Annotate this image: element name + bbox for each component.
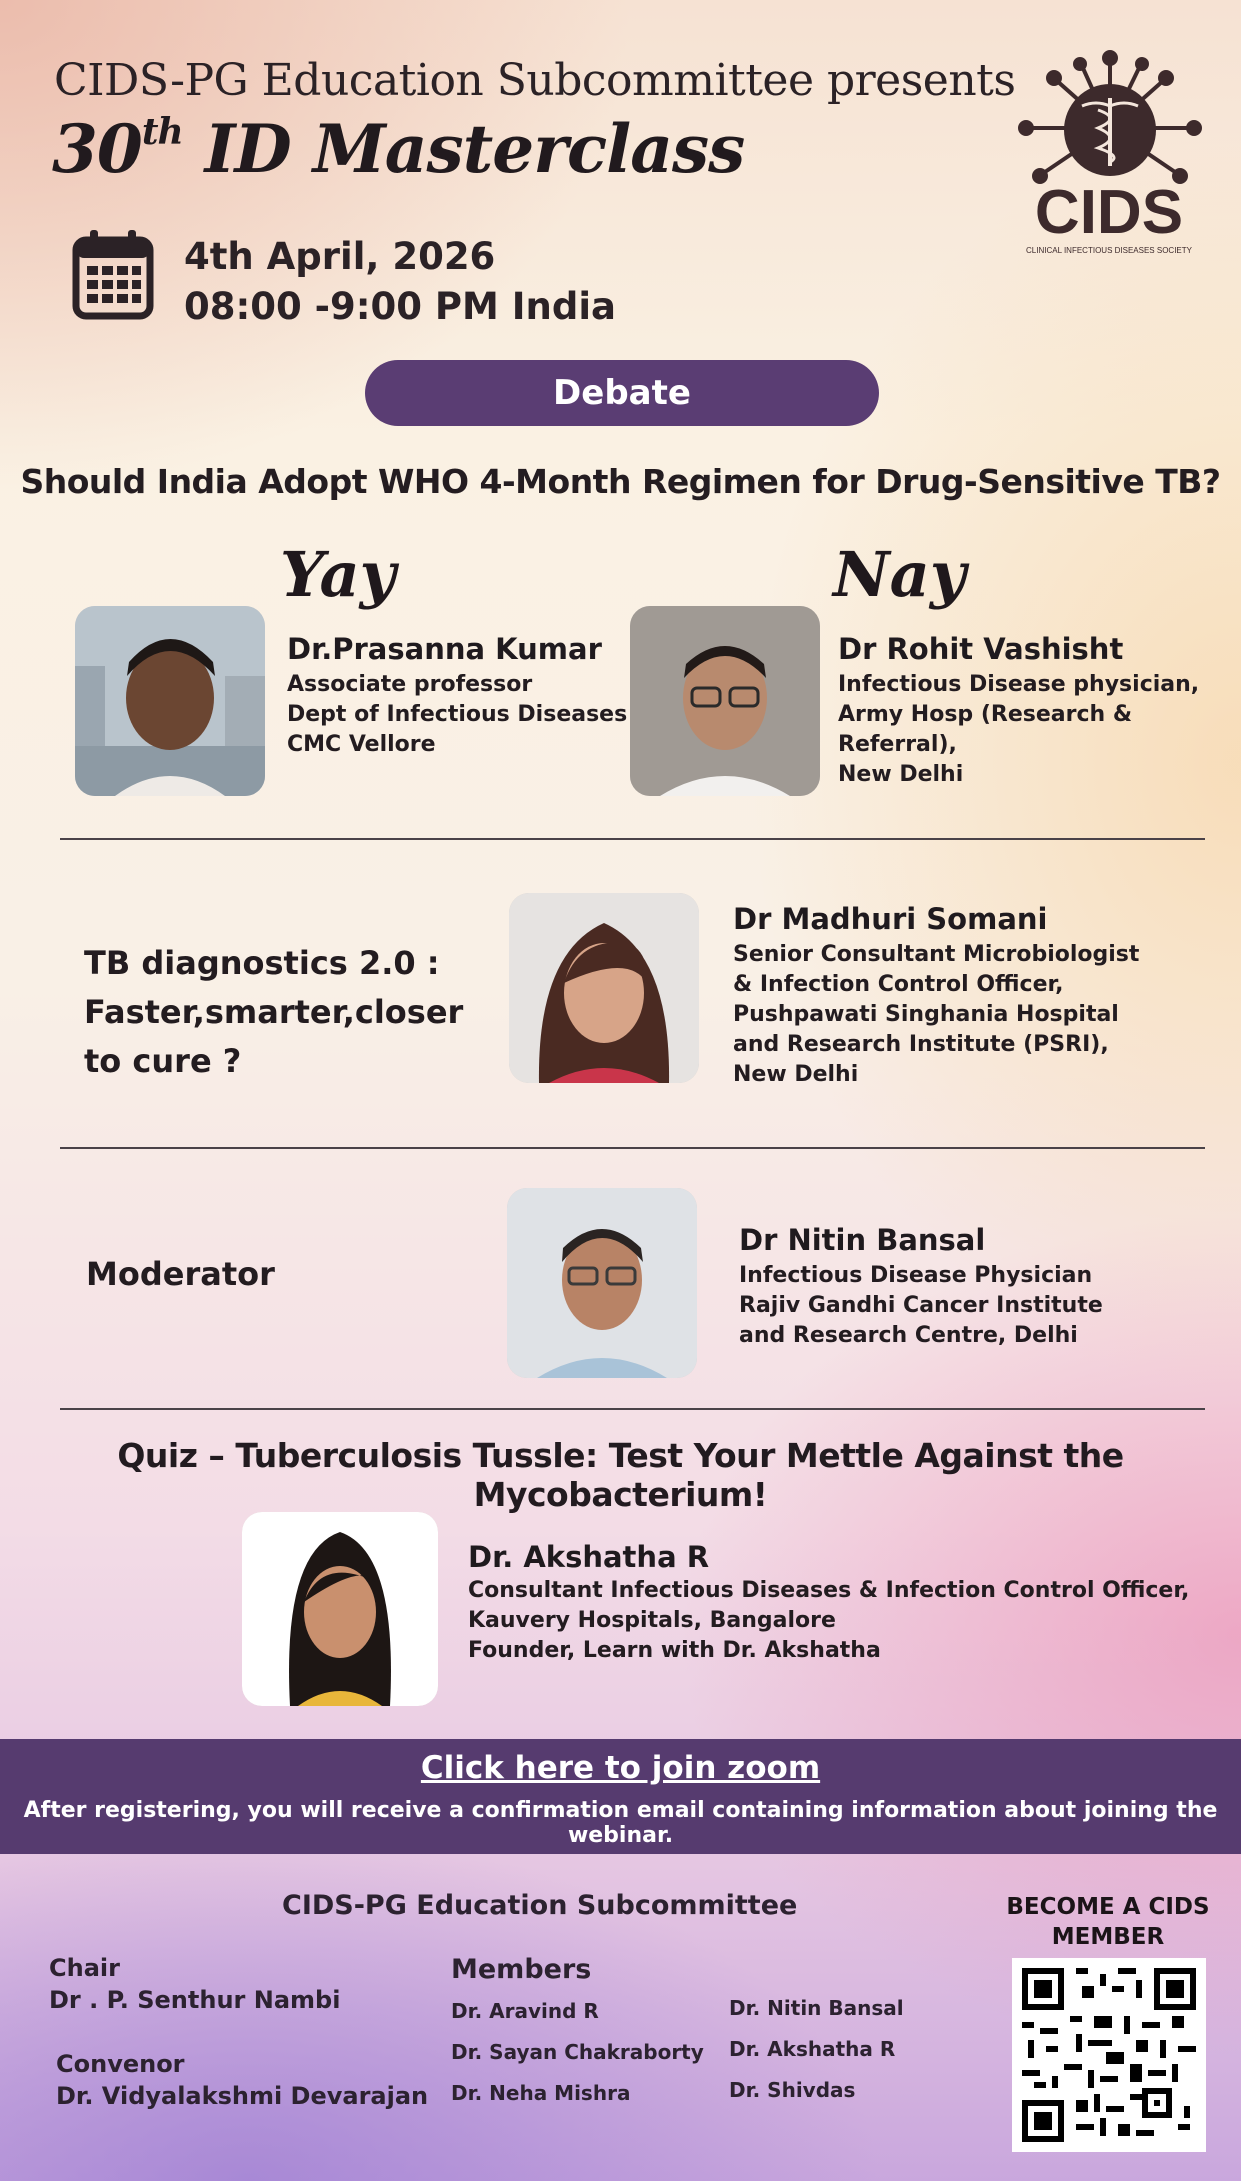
membership-line: BECOME A CIDS — [1006, 1894, 1210, 1920]
moderator-label: Moderator — [86, 1255, 275, 1293]
topic-line: TB diagnostics 2.0 : — [84, 944, 440, 982]
topic-line: Faster,smarter,closer — [84, 993, 464, 1031]
member-name: Dr. Aravind R — [451, 1999, 599, 2023]
speaker-detail: Infectious Disease physician, — [838, 672, 1200, 697]
debate-badge: Debate — [365, 360, 879, 426]
speaker-photo-madhuri — [509, 893, 699, 1083]
speaker-photo-akshatha — [242, 1512, 438, 1706]
logo-wordmark: CIDS — [1034, 178, 1184, 247]
speaker-detail: Kauvery Hospitals, Bangalore — [468, 1608, 836, 1633]
talk-speaker — [733, 902, 1139, 1090]
members-label: Members — [451, 1954, 592, 1985]
event-date: 4th April, 2026 — [184, 235, 496, 278]
topic-line: to cure ? — [84, 1042, 242, 1080]
speaker-detail: Infectious Disease Physician — [739, 1263, 1093, 1288]
speaker-photo-nitin — [507, 1188, 697, 1378]
event-time: 08:00 -9:00 PM India — [184, 285, 616, 328]
debate-question: Should India Adopt WHO 4-Month Regimen for Drug-Sensitive TB? — [20, 462, 1221, 501]
join-zoom-link[interactable]: Click here to join zoom — [420, 1750, 821, 1786]
yay-speaker — [287, 632, 627, 760]
qr-code-icon — [1022, 1968, 1196, 2142]
membership-cta — [995, 1892, 1221, 1952]
convenor-label: Convenor — [56, 2050, 185, 2078]
member-name: Dr. Neha Mishra — [451, 2081, 631, 2105]
event-datetime — [184, 232, 616, 332]
speaker-detail: Army Hosp (Research & Referral), — [838, 702, 1133, 757]
presenter-line: CIDS-PG Education Subcommittee presents — [54, 55, 1016, 106]
speaker-detail: & Infection Control Officer, — [733, 972, 1064, 997]
speaker-detail: New Delhi — [838, 762, 964, 787]
convenor-name: Dr. Vidyalakshmi Devarajan — [56, 2082, 429, 2110]
section-divider — [60, 838, 1205, 840]
speaker-detail: Pushpawati Singhania Hospital — [733, 1002, 1119, 1027]
speaker-photo-prasanna — [75, 606, 265, 796]
speaker-name: Dr.Prasanna Kumar — [287, 632, 602, 666]
member-name: Dr. Akshatha R — [729, 2037, 896, 2061]
speaker-name: Dr Nitin Bansal — [739, 1223, 986, 1257]
speaker-detail: Dept of Infectious Diseases — [287, 702, 628, 727]
committee-title: CIDS-PG Education Subcommittee — [282, 1890, 798, 1921]
nay-label: Nay — [833, 538, 966, 611]
speaker-detail: CMC Vellore — [287, 732, 436, 757]
talk-topic — [84, 939, 463, 1086]
speaker-name: Dr Rohit Vashisht — [838, 632, 1124, 666]
membership-line: MEMBER — [1051, 1924, 1165, 1950]
yay-label: Yay — [280, 538, 396, 611]
speaker-detail: Founder, Learn with Dr. Akshatha — [468, 1638, 881, 1663]
speaker-detail: and Research Institute (PSRI), — [733, 1032, 1109, 1057]
speaker-name: Dr. Akshatha R — [468, 1540, 710, 1574]
speaker-detail: Rajiv Gandhi Cancer Institute — [739, 1293, 1103, 1318]
member-name: Dr. Nitin Bansal — [729, 1996, 904, 2020]
logo-tagline: CLINICAL INFECTIOUS DISEASES SOCIETY — [1026, 246, 1192, 255]
quiz-title: Quiz – Tuberculosis Tussle: Test Your Mettle Against the Mycobacterium! — [117, 1436, 1124, 1514]
speaker-name: Dr Madhuri Somani — [733, 902, 1048, 936]
speaker-detail: and Research Centre, Delhi — [739, 1323, 1078, 1348]
chair-label: Chair — [49, 1954, 120, 1982]
speaker-detail: Consultant Infectious Diseases & Infection Control Officer, — [468, 1578, 1190, 1603]
membership-qr-code[interactable] — [1012, 1958, 1206, 2152]
speaker-detail: Associate professor — [287, 672, 533, 697]
cids-logo-virus-icon — [1012, 50, 1207, 260]
speaker-detail: Senior Consultant Microbiologist — [733, 942, 1140, 967]
cids-logo — [1012, 50, 1207, 260]
chair-name: Dr . P. Senthur Nambi — [49, 1986, 341, 2014]
member-name: Dr. Shivdas — [729, 2078, 856, 2102]
calendar-icon — [72, 228, 154, 320]
quiz-speaker — [468, 1540, 1189, 1666]
registration-note: After registering, you will receive a confirmation email containing information about joining the webinar. — [23, 1798, 1218, 1848]
event-title: 30th ID Masterclass — [52, 110, 745, 188]
speaker-photo-rohit — [630, 606, 820, 796]
section-divider — [60, 1408, 1205, 1410]
speaker-detail: New Delhi — [733, 1062, 859, 1087]
member-name: Dr. Sayan Chakraborty — [451, 2040, 704, 2064]
moderator — [739, 1223, 1103, 1351]
nay-speaker — [838, 632, 1241, 790]
section-divider — [60, 1147, 1205, 1149]
